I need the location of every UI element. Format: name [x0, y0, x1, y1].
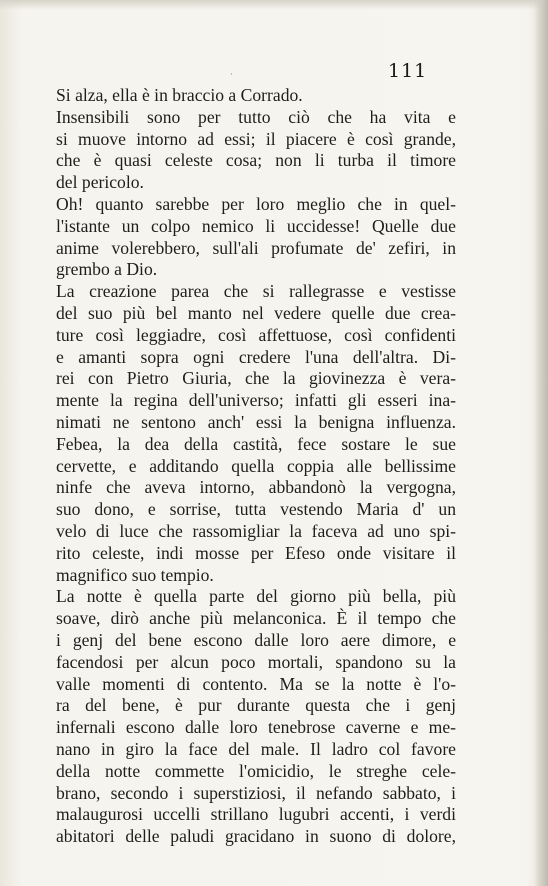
text-line: si muove intorno ad essi; il piacere è così grande,	[56, 128, 456, 149]
text-line: abitatori delle paludi gracidano in suono di dolore,	[56, 826, 456, 847]
text-line: i genj del bene escono dalle loro aere dimore, e	[56, 629, 456, 650]
text-line: suo dono, e sorrise, tutta vestendo Maria d' un	[56, 499, 456, 520]
text-line: e amanti sopra ogni credere l'una dell'altra. Di-	[56, 346, 456, 367]
text-line: magnifico suo tempio.	[56, 564, 214, 585]
page-top-shadow	[0, 0, 548, 10]
text-line: del pericolo.	[56, 172, 144, 193]
ink-speck: ·	[230, 70, 233, 80]
text-line: La notte è quella parte del giorno più bella, più	[56, 586, 456, 607]
text-line: che è quasi celeste cosa; non li turba il timore	[56, 150, 456, 171]
text-line: ture così leggiadre, così affettuose, così confidenti	[56, 324, 456, 345]
page-binding-edge	[534, 0, 548, 886]
text-line: l'istante un colpo nemico li uccidesse! Quelle due	[56, 215, 456, 236]
text-line: soave, dirò anche più melanconica. È il tempo che	[56, 608, 456, 629]
text-line: Oh! quanto sarebbe per loro meglio che in quel-	[56, 193, 456, 214]
text-line: mente la regina dell'universo; infatti gli esseri ina-	[56, 390, 456, 411]
text-line: grembo a Dio.	[56, 259, 158, 280]
text-line: del suo più bel manto nel vedere quelle due crea-	[56, 302, 456, 323]
text-line: Si alza, ella è in braccio a Corrado.	[56, 85, 303, 105]
text-line: Febea, la dea della castità, fece sostare le sue	[56, 433, 456, 454]
text-line: rei con Pietro Giuria, che la giovinezza è vera-	[56, 368, 456, 389]
body-text	[56, 85, 456, 848]
text-line: valle momenti di contento. Ma se la notte è l'o-	[56, 673, 456, 694]
text-line: brano, secondo i superstiziosi, il nefando sabbato, i	[56, 782, 456, 803]
text-line: Insensibili sono per tutto ciò che ha vita e	[56, 106, 456, 127]
text-line: della notte commette l'omicidio, le streghe cele-	[56, 760, 456, 781]
text-line: La creazione parea che si rallegrasse e vestisse	[56, 281, 456, 302]
text-line: ra del bene, è pur durante questa che i genj	[56, 695, 456, 716]
text-line: rito celeste, indi mosse per Efeso onde visitare il	[56, 542, 456, 563]
text-line: cervette, e additando quella coppia alle bellissime	[56, 455, 456, 476]
text-line: ninfe che aveva intorno, abbandonò la vergogna,	[56, 477, 456, 498]
text-line: velo di luce che rassomigliar la faceva ad uno spi-	[56, 520, 456, 541]
text-line: malaugurosi uccelli strillano lugubri accenti, i verdi	[56, 804, 456, 825]
text-line: nano in giro la face del male. Il ladro col favore	[56, 738, 456, 759]
text-line: infernali escono dalle loro tenebrose caverne e me-	[56, 717, 456, 738]
text-line: anime volerebbero, sull'ali profumate de' zefiri, in	[56, 237, 456, 258]
page-number: 111	[388, 60, 428, 82]
text-line: nimati ne sentono anch' essi la benigna influenza.	[56, 411, 456, 432]
text-line: facendosi per alcun poco mortali, spandono su la	[56, 651, 456, 672]
